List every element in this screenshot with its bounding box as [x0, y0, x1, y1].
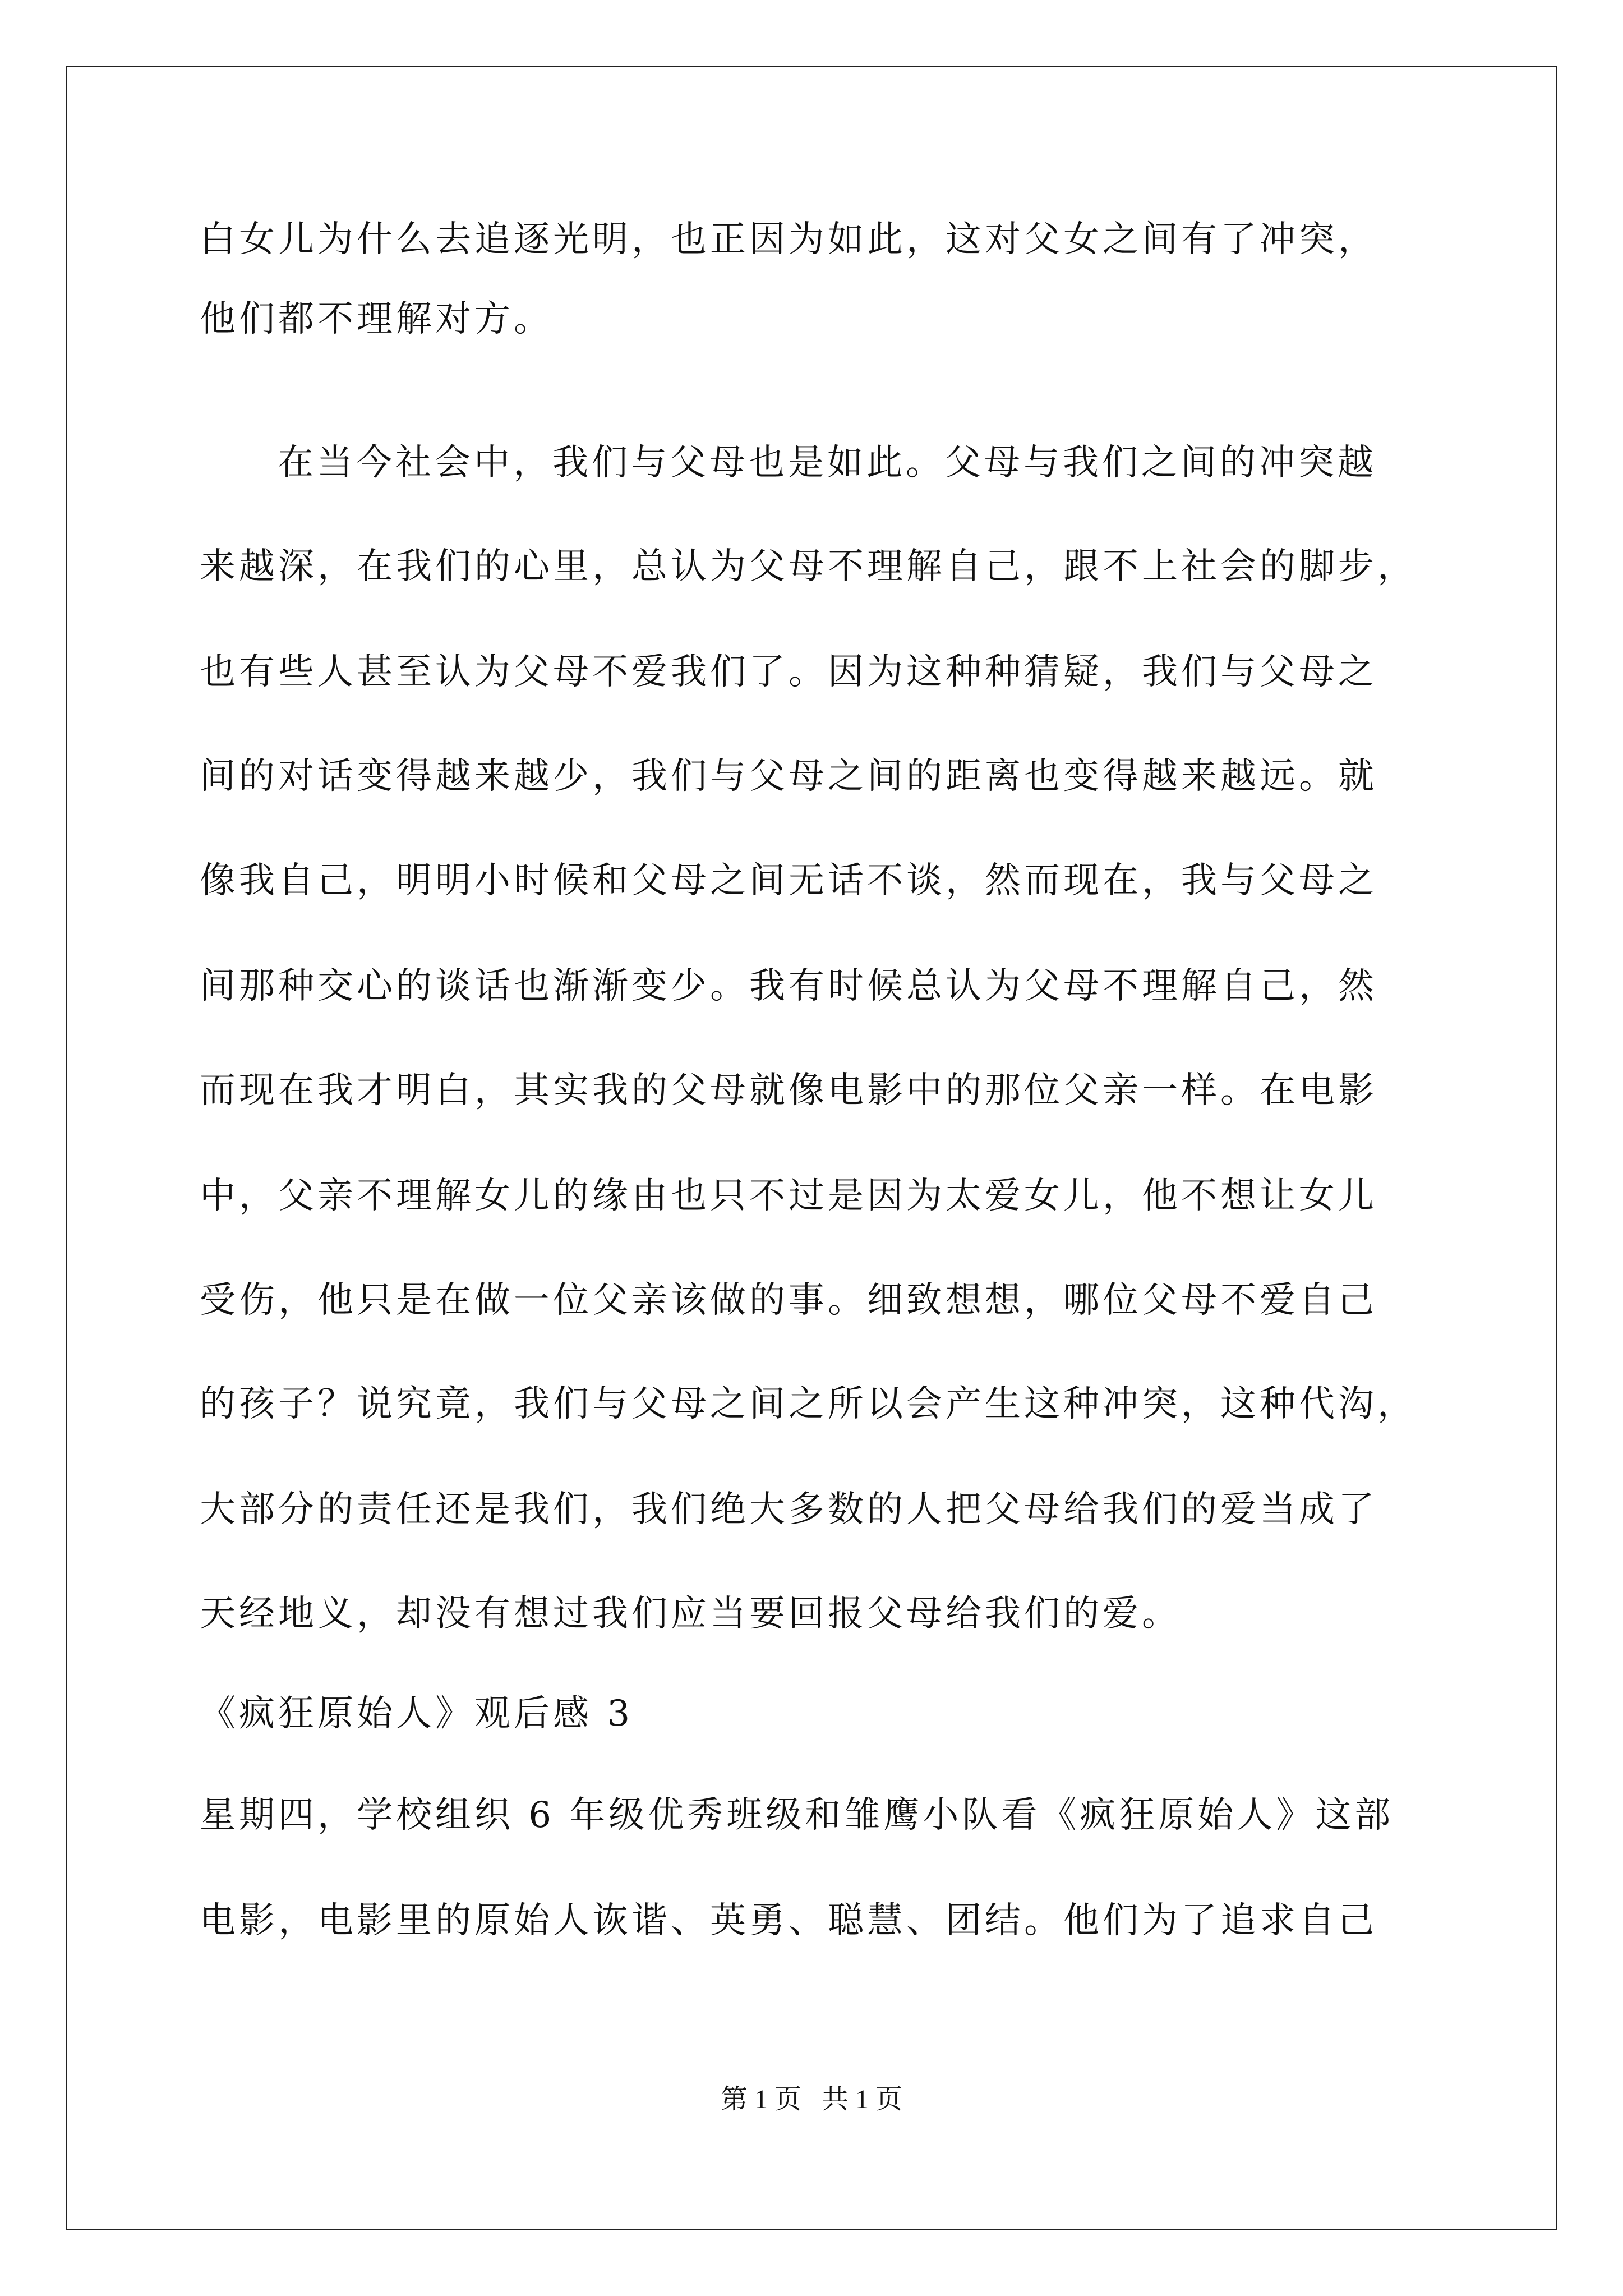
text-line-4: 来越深，在我们的心里，总认为父母不理解自己，跟不上社会的脚步， [200, 546, 1417, 587]
text-line-14: 天经地义，却没有想过我们应当要回报父母给我们的爱。 [200, 1593, 1181, 1635]
section-line-1: 星期四，学校组织 6 年级优秀班级和雏鹰小队看《疯狂原始人》这部 [200, 1795, 1394, 1836]
text-line-1: 白女儿为什么去追逐光明，也正因为如此，这对父女之间有了冲突， [200, 219, 1377, 260]
text-line-10: 中，父亲不理解女儿的缘由也只不过是因为太爱女儿，他不想让女儿 [200, 1175, 1377, 1217]
text-line-3: 在当今社会中，我们与父母也是如此。父母与我们之间的冲突越 [278, 442, 1377, 484]
section-title: 《疯狂原始人》观后感 3 [200, 1693, 634, 1734]
text-line-11: 受伤，他只是在做一位父亲该做的事。细致想想，哪位父母不爱自己 [200, 1280, 1377, 1321]
section-line-2: 电影，电影里的原始人诙谐、英勇、聪慧、团结。他们为了追求自己 [200, 1900, 1377, 1941]
text-line-2: 他们都不理解对方。 [200, 298, 553, 340]
text-line-9: 而现在我才明白，其实我的父母就像电影中的那位父亲一样。在电影 [200, 1070, 1377, 1111]
text-line-8: 间那种交心的谈话也渐渐变少。我有时候总认为父母不理解自己，然 [200, 965, 1377, 1007]
text-line-13: 大部分的责任还是我们，我们绝大多数的人把父母给我们的爱当成了 [200, 1489, 1377, 1530]
page-number-footer: 第 1 页 共 1 页 [720, 2085, 902, 2114]
text-line-12: 的孩子？说究竟，我们与父母之间之所以会产生这种冲突，这种代沟， [200, 1383, 1417, 1425]
text-line-6: 间的对话变得越来越少，我们与父母之间的距离也变得越来越远。就 [200, 756, 1377, 797]
text-line-5: 也有些人甚至认为父母不爱我们了。因为这种种猜疑，我们与父母之 [200, 651, 1377, 693]
text-line-7: 像我自己，明明小时候和父母之间无话不谈，然而现在，我与父母之 [200, 860, 1377, 901]
